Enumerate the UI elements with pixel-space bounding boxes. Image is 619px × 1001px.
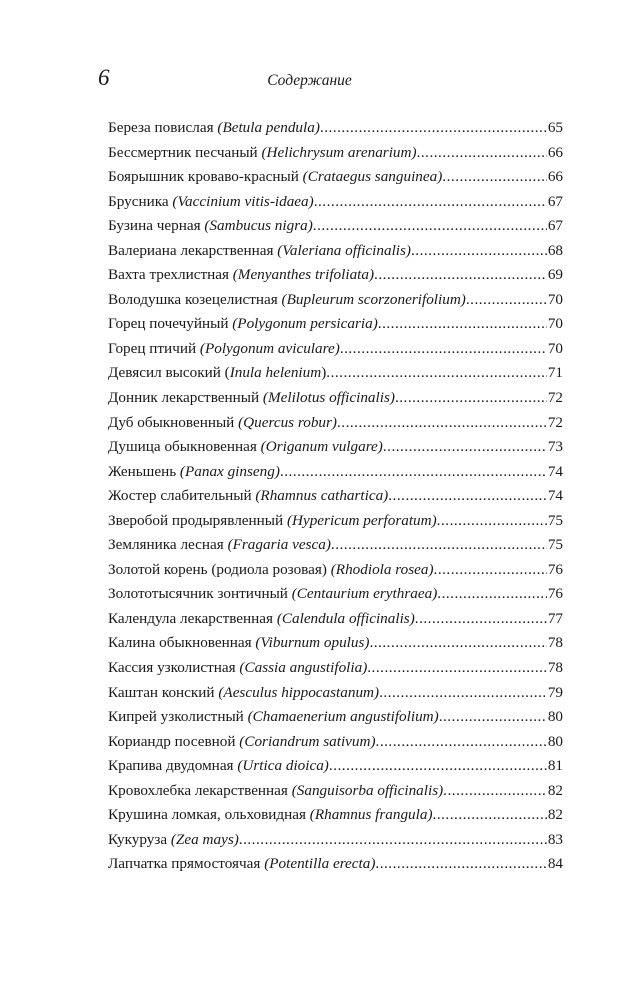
toc-entry-title bbox=[108, 288, 466, 313]
toc-entry-page-number: 67 bbox=[547, 192, 563, 210]
toc-entry-latin-name: (Cassia angustifolia) bbox=[239, 659, 368, 677]
toc-entry-russian-name: Володушка козецелистная bbox=[108, 290, 282, 308]
dot-leader bbox=[437, 509, 547, 534]
toc-entry-title bbox=[108, 141, 417, 166]
toc-entry-page-number: 75 bbox=[547, 511, 563, 529]
toc-entry-latin-name: (Viburnum opulus) bbox=[255, 634, 370, 652]
toc-entry-russian-name: Крушина ломкая, ольховидная bbox=[108, 806, 310, 824]
toc-entry bbox=[108, 386, 563, 411]
dot-leader bbox=[433, 803, 547, 828]
dot-leader bbox=[466, 288, 547, 313]
toc-entry bbox=[108, 631, 563, 656]
toc-entry-page-number: 70 bbox=[547, 315, 563, 333]
toc-entry-latin-name: (Zea mays) bbox=[170, 830, 239, 848]
dot-leader bbox=[411, 239, 547, 264]
toc-entry-page-number: 78 bbox=[547, 634, 563, 652]
toc-entry bbox=[108, 141, 563, 166]
toc-entry bbox=[108, 435, 563, 460]
page-number: 6 bbox=[98, 65, 110, 90]
toc-entry-page-number: 75 bbox=[547, 536, 563, 554]
toc-entry-page-number: 81 bbox=[547, 757, 563, 775]
toc-entry-title bbox=[108, 607, 415, 632]
toc-entry bbox=[108, 361, 563, 386]
toc-entry-title bbox=[108, 190, 314, 215]
dot-leader bbox=[415, 607, 547, 632]
toc-entry-russian-name: Золотой корень (родиола розовая) bbox=[108, 560, 331, 578]
toc-entry-page-number: 70 bbox=[547, 339, 563, 357]
toc-entry-russian-name: Береза повислая bbox=[108, 119, 218, 136]
dot-leader bbox=[375, 852, 546, 877]
toc-entry bbox=[108, 263, 563, 288]
toc-entry-title bbox=[108, 484, 388, 509]
toc-entry-page-number: 68 bbox=[547, 241, 563, 259]
toc-entry bbox=[108, 828, 563, 853]
dot-leader bbox=[443, 779, 547, 804]
toc-entry-russian-name: Лапчатка прямостоячая bbox=[108, 855, 265, 873]
toc-entry-latin-name: (Chamaenerium angustifolium) bbox=[247, 708, 439, 726]
toc-entry-russian-name: Калина обыкновенная bbox=[108, 634, 256, 652]
toc-entry-page-number: 74 bbox=[547, 462, 563, 480]
toc-entry bbox=[108, 607, 563, 632]
toc-entry bbox=[108, 239, 563, 264]
toc-entry-russian-name: Золототысячник зонтичный bbox=[108, 585, 292, 603]
dot-leader bbox=[320, 116, 547, 141]
toc-entry-suffix: ) bbox=[321, 364, 327, 382]
toc-entry-russian-name: Валериана лекарственная bbox=[108, 241, 278, 259]
toc-entry bbox=[108, 852, 563, 877]
toc-entry-title bbox=[108, 435, 383, 460]
toc-entry bbox=[108, 288, 563, 313]
toc-entry bbox=[108, 558, 563, 583]
toc-entry-page-number: 79 bbox=[547, 683, 563, 701]
toc-entry-page-number: 80 bbox=[547, 708, 563, 726]
toc-entry-title bbox=[108, 730, 376, 755]
toc-entry-title bbox=[108, 681, 379, 706]
toc-entry-latin-name: (Origanum vulgare) bbox=[260, 438, 383, 456]
toc-entry-russian-name: Девясил высокий ( bbox=[108, 364, 230, 382]
toc-entry-title bbox=[108, 509, 437, 534]
toc-entry-latin-name: (Sanguisorba officinalis) bbox=[291, 781, 444, 799]
toc-entry-title bbox=[108, 263, 374, 288]
toc-entry bbox=[108, 460, 563, 485]
toc-entry-page-number: 69 bbox=[547, 266, 563, 284]
toc-entry bbox=[108, 705, 563, 730]
toc-entry-title bbox=[108, 361, 326, 386]
dot-leader bbox=[378, 312, 547, 337]
toc-entry bbox=[108, 754, 563, 779]
toc-entry bbox=[108, 411, 563, 436]
toc-entry-title bbox=[108, 779, 443, 804]
toc-entry-page-number: 72 bbox=[547, 413, 563, 431]
toc-entry-page-number: 83 bbox=[547, 830, 563, 848]
toc-entry-latin-name: (Calendula officinalis) bbox=[276, 609, 415, 627]
dot-leader bbox=[417, 141, 547, 166]
toc-entry-title bbox=[108, 656, 367, 681]
dot-leader bbox=[367, 656, 547, 681]
toc-entry-page-number: 72 bbox=[547, 389, 563, 407]
toc-entry-title bbox=[108, 705, 439, 730]
toc-entry-latin-name: (Helichrysum arenarium) bbox=[261, 143, 417, 161]
toc-entry-title bbox=[108, 337, 340, 362]
toc-entry-russian-name: Бузина черная bbox=[108, 217, 205, 235]
toc-entry-title bbox=[108, 411, 337, 436]
toc-entry-title bbox=[108, 852, 375, 877]
running-header: Содержание bbox=[267, 72, 352, 89]
toc-entry bbox=[108, 165, 563, 190]
toc-entry bbox=[108, 337, 563, 362]
toc-entry-page-number: 82 bbox=[547, 806, 563, 824]
table-of-contents bbox=[108, 116, 563, 877]
toc-entry-page-number: 84 bbox=[547, 855, 563, 873]
toc-entry-page-number: 78 bbox=[547, 659, 563, 677]
toc-entry bbox=[108, 779, 563, 804]
toc-entry-russian-name: Календула лекарственная bbox=[108, 609, 277, 627]
toc-entry-russian-name: Вахта трехлистная bbox=[108, 266, 233, 284]
toc-entry-latin-name: (Polygonum aviculare) bbox=[199, 339, 340, 357]
dot-leader bbox=[434, 558, 547, 583]
toc-entry-page-number: 73 bbox=[547, 438, 563, 456]
toc-entry-title bbox=[108, 582, 437, 607]
toc-entry-latin-name: (Hypericum perforatum) bbox=[286, 511, 437, 529]
toc-entry-title bbox=[108, 165, 442, 190]
toc-entry-title bbox=[108, 214, 313, 239]
dot-leader bbox=[437, 582, 547, 607]
toc-entry-latin-name: (Betula pendula) bbox=[217, 119, 320, 136]
toc-entry-latin-name: (Potentilla erecta) bbox=[264, 855, 376, 873]
toc-entry-page-number: 76 bbox=[547, 585, 563, 603]
toc-entry-russian-name: Донник лекарственный bbox=[108, 389, 263, 407]
toc-entry bbox=[108, 116, 563, 141]
toc-entry-page-number: 71 bbox=[547, 364, 563, 382]
dot-leader bbox=[314, 190, 547, 215]
toc-entry-latin-name: (Panax ginseng) bbox=[179, 462, 280, 480]
toc-entry-title bbox=[108, 828, 239, 853]
toc-entry-title bbox=[108, 558, 434, 583]
toc-entry-latin-name: (Melilotus officinalis) bbox=[262, 389, 395, 407]
toc-entry-page-number: 76 bbox=[547, 560, 563, 578]
toc-entry-russian-name: Каштан конский bbox=[108, 683, 219, 701]
toc-entry-page-number: 82 bbox=[547, 781, 563, 799]
toc-entry bbox=[108, 484, 563, 509]
toc-entry-russian-name: Кровохлебка лекарственная bbox=[108, 781, 292, 799]
dot-leader bbox=[340, 337, 547, 362]
dot-leader bbox=[337, 411, 547, 436]
toc-entry bbox=[108, 533, 563, 558]
toc-entry-page-number: 77 bbox=[547, 609, 563, 627]
toc-entry-latin-name: (Quercus robur) bbox=[238, 413, 337, 431]
dot-leader bbox=[439, 705, 547, 730]
toc-entry-page-number: 65 bbox=[547, 119, 563, 136]
toc-entry-russian-name: Кипрей узколистный bbox=[108, 708, 248, 726]
toc-entry-russian-name: Кукуруза bbox=[108, 830, 171, 848]
toc-entry-russian-name: Душица обыкновенная bbox=[108, 438, 261, 456]
toc-entry-latin-name: (Menyanthes trifoliata) bbox=[232, 266, 375, 284]
dot-leader bbox=[379, 681, 547, 706]
toc-entry bbox=[108, 190, 563, 215]
toc-entry bbox=[108, 730, 563, 755]
toc-entry bbox=[108, 509, 563, 534]
toc-entry-latin-name: (Bupleurum scorzonerifolium) bbox=[281, 290, 466, 308]
toc-entry-latin-name: (Rhamnus frangula) bbox=[309, 806, 433, 824]
toc-entry-latin-name: (Valeriana officinalis) bbox=[277, 241, 411, 259]
dot-leader bbox=[313, 214, 547, 239]
toc-entry bbox=[108, 214, 563, 239]
toc-entry-latin-name: (Aesculus hippocastanum) bbox=[218, 683, 380, 701]
toc-entry-title bbox=[108, 460, 280, 485]
toc-entry-latin-name: (Vaccinium vitis-idaea) bbox=[172, 192, 314, 210]
toc-entry-page-number: 70 bbox=[547, 290, 563, 308]
toc-entry-russian-name: Бессмертник песчаный bbox=[108, 143, 262, 161]
toc-entry-page-number: 66 bbox=[547, 143, 563, 161]
toc-entry-page-number: 74 bbox=[547, 487, 563, 505]
toc-entry bbox=[108, 803, 563, 828]
dot-leader bbox=[395, 386, 547, 411]
toc-entry-title bbox=[108, 386, 395, 411]
toc-entry bbox=[108, 656, 563, 681]
toc-entry-title bbox=[108, 239, 411, 264]
toc-entry-russian-name: Дуб обыкновенный bbox=[108, 413, 239, 431]
dot-leader bbox=[326, 361, 547, 386]
toc-entry bbox=[108, 582, 563, 607]
toc-entry-latin-name: (Coriandrum sativum) bbox=[239, 732, 376, 750]
toc-entry bbox=[108, 681, 563, 706]
dot-leader bbox=[329, 754, 547, 779]
toc-entry-latin-name: (Rhamnus cathartica) bbox=[255, 487, 389, 505]
toc-entry-title bbox=[108, 533, 331, 558]
dot-leader bbox=[239, 828, 547, 853]
dot-leader bbox=[376, 730, 547, 755]
toc-entry-russian-name: Горец почечуйный bbox=[108, 315, 233, 333]
toc-entry-latin-name: (Polygonum persicaria) bbox=[232, 315, 378, 333]
toc-entry-title bbox=[108, 116, 320, 141]
toc-entry-title bbox=[108, 631, 369, 656]
toc-entry-russian-name: Земляника лесная bbox=[108, 536, 228, 554]
toc-entry-latin-name: (Crataegus sanguinea) bbox=[302, 168, 443, 186]
toc-entry-latin-name: (Urtica dioica) bbox=[237, 757, 329, 775]
toc-entry-russian-name: Горец птичий bbox=[108, 339, 200, 357]
toc-entry-russian-name: Зверобой продырявленный bbox=[108, 511, 287, 529]
dot-leader bbox=[280, 460, 547, 485]
toc-entry bbox=[108, 312, 563, 337]
toc-entry-latin-name: (Fragaria vesca) bbox=[227, 536, 331, 554]
dot-leader bbox=[388, 484, 547, 509]
toc-entry-russian-name: Брусника bbox=[108, 192, 173, 210]
toc-entry-title bbox=[108, 803, 433, 828]
toc-entry-russian-name: Жостер слабительный bbox=[108, 487, 256, 505]
dot-leader bbox=[374, 263, 547, 288]
toc-entry-russian-name: Крапива двудомная bbox=[108, 757, 238, 775]
dot-leader bbox=[331, 533, 547, 558]
toc-entry-page-number: 80 bbox=[547, 732, 563, 750]
toc-entry-latin-name: (Centaurium erythraea) bbox=[291, 585, 438, 603]
toc-entry-page-number: 66 bbox=[547, 168, 563, 186]
toc-entry-title bbox=[108, 754, 329, 779]
toc-entry-russian-name: Женьшень bbox=[108, 462, 180, 480]
toc-entry-latin-name: (Rhodiola rosea) bbox=[330, 560, 434, 578]
dot-leader bbox=[369, 631, 546, 656]
toc-entry-russian-name: Боярышник кроваво-красный bbox=[108, 168, 303, 186]
toc-entry-page-number: 67 bbox=[547, 217, 563, 235]
toc-entry-title bbox=[108, 312, 378, 337]
toc-entry-russian-name: Кассия узколистная bbox=[108, 659, 240, 677]
dot-leader bbox=[383, 435, 547, 460]
toc-entry-russian-name: Кориандр посевной bbox=[108, 732, 240, 750]
toc-entry-latin-name: (Sambucus nigra) bbox=[204, 217, 313, 235]
dot-leader bbox=[442, 165, 547, 190]
toc-entry-latin-name: Inula helenium bbox=[229, 364, 322, 382]
